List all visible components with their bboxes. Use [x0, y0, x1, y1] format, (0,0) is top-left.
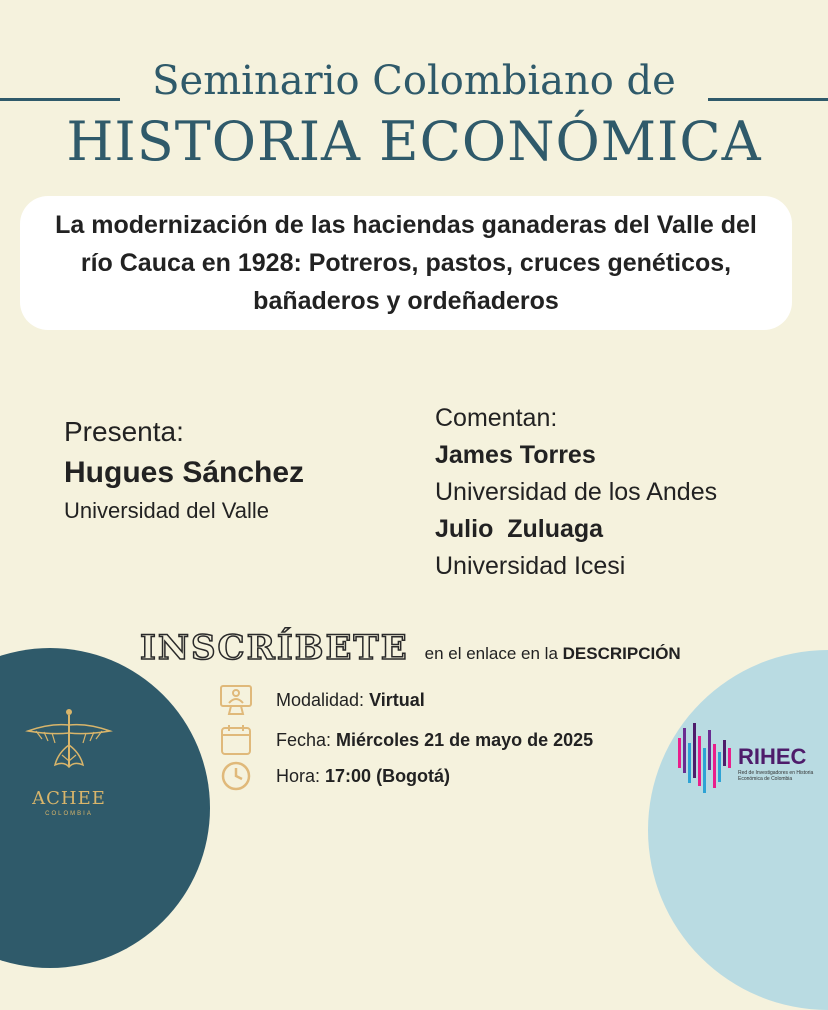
signup-word: INSCRÍBETE: [140, 628, 409, 668]
signup-prefix: en el enlace en la: [424, 644, 558, 663]
commentators-block: [435, 400, 717, 585]
hora-label: Hora:: [276, 765, 321, 786]
modalidad-row: [218, 684, 425, 716]
clock-icon: [218, 760, 254, 792]
signup-link-target: DESCRIPCIÓN: [562, 644, 681, 663]
calendar-icon: [218, 724, 254, 756]
signup-line: [140, 628, 681, 668]
hora-row: [218, 760, 450, 792]
rihec-name: RIHEC: [738, 744, 807, 769]
presenter-institution: Universidad del Valle: [64, 498, 270, 523]
modalidad-label: Modalidad:: [276, 689, 365, 710]
achee-subtitle: COLOMBIA: [45, 811, 93, 817]
commentator-name: Julio Zuluaga: [435, 515, 604, 543]
rihec-bars-icon: [676, 718, 736, 798]
presenter-name: Hugues Sánchez: [64, 456, 305, 489]
presenter-block: [64, 416, 304, 524]
rihec-logo: [676, 718, 821, 798]
fecha-row: [218, 724, 593, 756]
achee-name: ACHEE: [32, 788, 106, 809]
topic-box: [20, 196, 792, 330]
commentator-institution: Universidad Icesi: [435, 552, 626, 580]
topic-title: La modernización de las haciendas ganaderas del Valle del río Cauca en 1928: Potreros, pastos, cruces genéticos, bañaderos y ordeñaderos: [55, 211, 757, 315]
hora-value: 17:00 (Bogotá): [325, 765, 451, 786]
commentator-name: James Torres: [435, 441, 596, 469]
fecha-label: Fecha:: [276, 729, 332, 750]
commentators-label: Comentan:: [435, 404, 558, 432]
seminar-title-line2: HISTORIA ECONÓMICA: [66, 110, 762, 173]
rihec-description: Red de Investigadores en Historia Económica de Colombia: [738, 770, 814, 782]
achee-logo: [22, 705, 116, 817]
commentator-institution: Universidad de los Andes: [435, 478, 718, 506]
modalidad-value: Virtual: [369, 689, 425, 710]
fecha-value: Miércoles 21 de mayo de 2025: [336, 729, 594, 750]
seminar-title-line1: Seminario Colombiano de: [152, 58, 676, 104]
decorative-circle-right: [648, 650, 828, 1010]
computer-user-icon: [218, 684, 254, 716]
bird-emblem-icon: [22, 705, 116, 783]
presenter-label: Presenta:: [64, 416, 184, 447]
signup-instruction: [425, 644, 681, 664]
